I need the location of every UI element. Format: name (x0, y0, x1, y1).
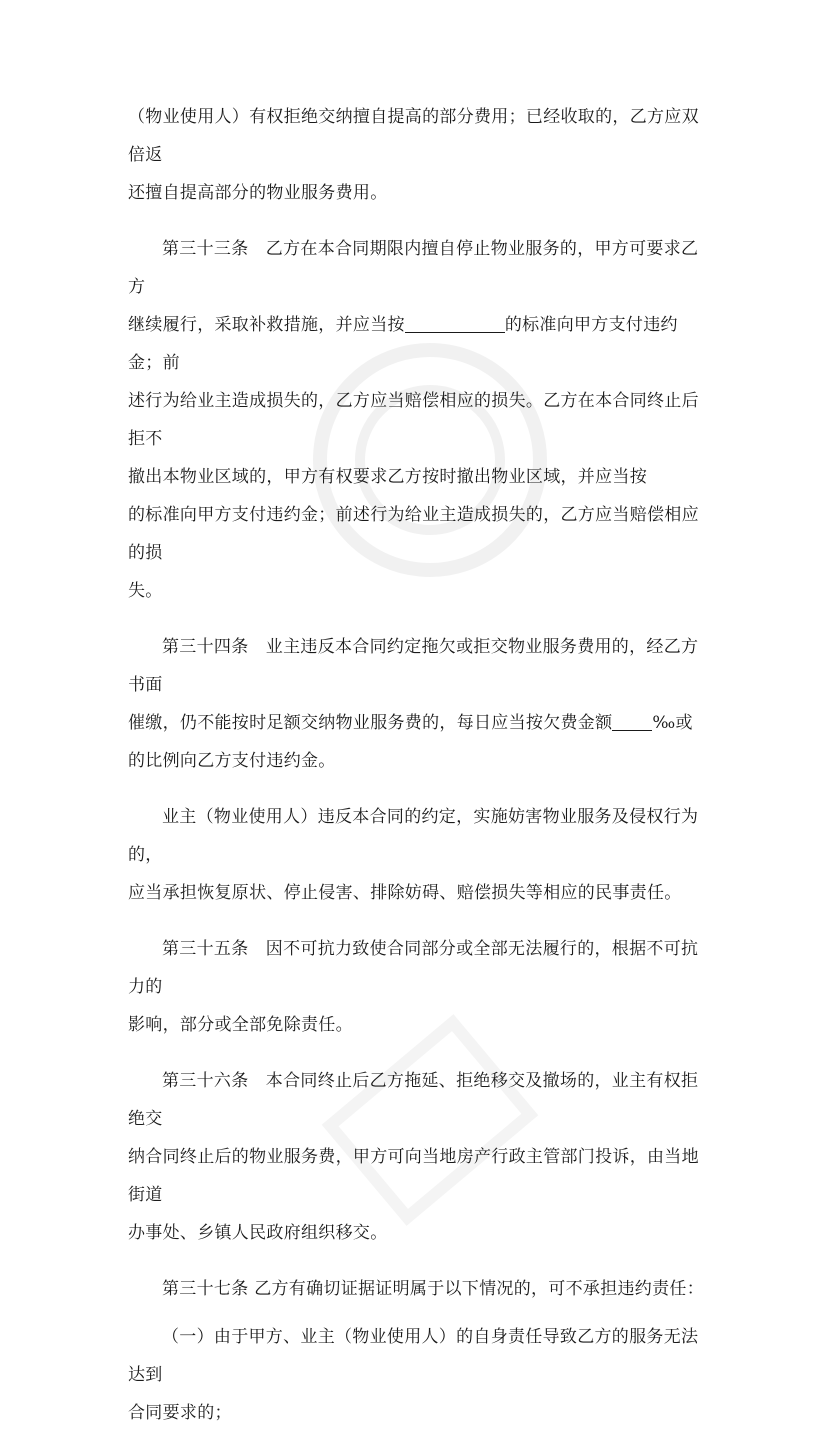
article-37-item-1 (128, 1318, 708, 1432)
text-line: 第三十六条 本合同终止后乙方拖延、拒绝移交及撤场的，业主有权拒绝交 (128, 1071, 699, 1129)
document-body (128, 98, 708, 1432)
article-35 (128, 930, 708, 1044)
fill-in-blank[interactable] (405, 312, 505, 333)
text-line: 第三十七条 乙方有确切证据证明属于以下情况的，可不承担违约责任： (162, 1279, 705, 1299)
text-line: 纳合同终止后的物业服务费，甲方可向当地房产行政主管部门投诉，由当地街道 (128, 1147, 699, 1205)
text-line: 还擅自提高部分的物业服务费用。 (128, 183, 388, 203)
text-line: 述行为给业主造成损失的，乙方应当赔偿相应的损失。乙方在本合同终止后拒不 (128, 391, 699, 449)
paragraph-owner-violation (128, 798, 708, 912)
text-line: 的标准向甲方支付违约金；前述行为给业主造成损失的，乙方应当赔偿相应的损 (128, 505, 699, 563)
article-34 (128, 628, 708, 780)
text-line: 第三十四条 业主违反本合同约定拖欠或拒交物业服务费用的，经乙方书面 (128, 637, 699, 695)
text-line (128, 306, 708, 382)
text-segment: 的标准向甲方支付违约金；前 (128, 315, 678, 373)
text-line: （一）由于甲方、业主（物业使用人）的自身责任导致乙方的服务无法达到 (128, 1327, 699, 1385)
article-33 (128, 230, 708, 610)
text-line: 第三十五条 因不可抗力致使合同部分或全部无法履行的，根据不可抗力的 (128, 939, 699, 997)
text-line: 第三十三条 乙方在本合同期限内擅自停止物业服务的，甲方可要求乙方 (128, 239, 699, 297)
text-line: 的比例向乙方支付违约金。 (128, 751, 336, 771)
paragraph-fee-refusal (128, 98, 708, 212)
text-line: 业主（物业使用人）违反本合同的约定，实施妨害物业服务及侵权行为的， (128, 807, 699, 865)
text-segment: ‰或 (652, 713, 693, 733)
text-line: 合同要求的； (128, 1403, 232, 1423)
text-line (128, 704, 708, 742)
text-line: 影响，部分或全部免除责任。 (128, 1015, 353, 1035)
text-segment: 催缴，仍不能按时足额交纳物业服务费的，每日应当按欠费金额 (128, 713, 613, 733)
fill-in-blank[interactable] (612, 710, 652, 731)
text-line: 办事处、乡镇人民政府组织移交。 (128, 1223, 388, 1243)
article-36 (128, 1062, 708, 1252)
text-line: 撤出本物业区域的，甲方有权要求乙方按时撤出物业区域，并应当按 (128, 467, 647, 487)
text-segment: 继续履行，采取补救措施，并应当按 (128, 315, 405, 335)
text-line: 应当承担恢复原状、停止侵害、排除妨碍、赔偿损失等相应的民事责任。 (128, 883, 682, 903)
article-37 (128, 1270, 708, 1308)
text-line: （物业使用人）有权拒绝交纳擅自提高的部分费用；已经收取的，乙方应双倍返 (128, 107, 699, 165)
text-line: 失。 (128, 581, 163, 601)
